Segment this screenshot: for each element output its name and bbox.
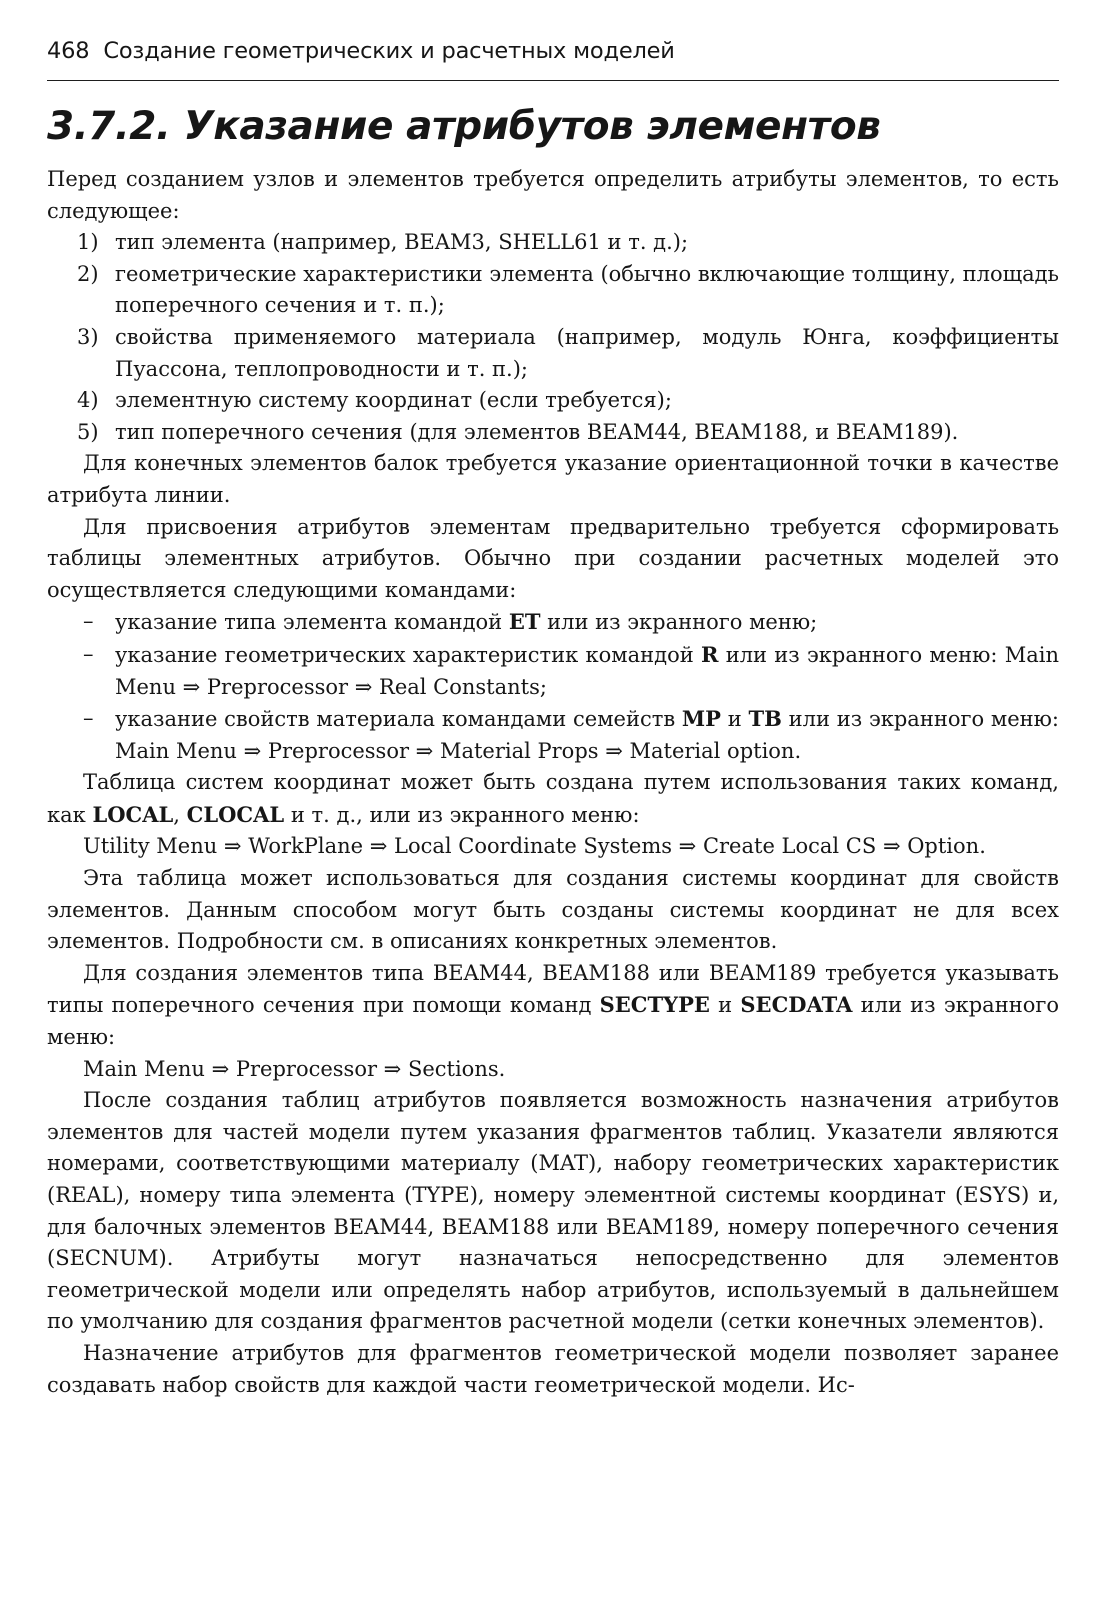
command-name: CLOCAL bbox=[186, 801, 285, 827]
list-marker: 3) bbox=[77, 324, 99, 349]
list-marker: 4) bbox=[77, 388, 99, 413]
sections-menu-path: Main Menu ⇒ Preprocessor ⇒ Sections. bbox=[83, 1056, 506, 1081]
command-name: SECTYPE bbox=[599, 992, 710, 1018]
list-marker: 5) bbox=[77, 419, 99, 444]
list-marker: – bbox=[83, 641, 94, 666]
list-item-text: элементную систему координат (если требуется); bbox=[115, 388, 672, 413]
paragraph-text: и bbox=[709, 993, 741, 1018]
sections-paragraph bbox=[47, 958, 1059, 1054]
list-item bbox=[47, 606, 1059, 639]
command-name: R bbox=[700, 641, 719, 667]
coord-usage-paragraph: Эта таблица может использоваться для создания системы координат для свойств элементов. Данным способом могут быть созданы системы координат не для всех элементов. Подробности см. в описаниях конкретных элементов. bbox=[47, 866, 1059, 954]
coord-menu-path: Utility Menu ⇒ WorkPlane ⇒ Local Coordinate Systems ⇒ Create Local CS ⇒ Option. bbox=[83, 834, 986, 859]
list-marker: – bbox=[83, 609, 94, 634]
list-item-text: и bbox=[720, 707, 749, 732]
paragraph-text: Для создания элементов типа BEAM44, BEAM188 или BEAM189 требуется указывать типы поперечного сечения при помощи команд bbox=[47, 960, 1059, 1018]
list-item bbox=[47, 703, 1059, 767]
command-name: SECDATA bbox=[740, 992, 853, 1018]
command-name: MP bbox=[681, 706, 721, 732]
body-text bbox=[47, 164, 1059, 1401]
running-title: Создание геометрических и расчетных моделей bbox=[103, 38, 675, 64]
intro-paragraph: Перед созданием узлов и элементов требуется определить атрибуты элементов, то есть следующее: bbox=[47, 167, 1059, 223]
list-item-text: указание типа элемента командой bbox=[115, 610, 509, 635]
paragraph-text: и т. д., или из экранного меню: bbox=[284, 802, 640, 827]
paragraph-text: , bbox=[173, 802, 187, 827]
command-name: ET bbox=[508, 609, 541, 635]
running-head bbox=[47, 38, 675, 64]
list-item-text: тип поперечного сечения (для элементов BEAM44, BEAM188, и BEAM189). bbox=[115, 419, 959, 444]
list-item bbox=[47, 227, 1059, 259]
section-title: 3.7.2. Указание атрибутов элементов bbox=[47, 104, 881, 149]
list-item bbox=[47, 385, 1059, 417]
command-name: LOCAL bbox=[92, 801, 174, 827]
list-item bbox=[47, 639, 1059, 703]
list-item-text: тип элемента (например, BEAM3, SHELL61 и т. д.); bbox=[115, 230, 689, 255]
beam-orientation-paragraph: Для конечных элементов балок требуется указание ориентационной точки в качестве атрибута линии. bbox=[47, 451, 1059, 507]
numbered-list bbox=[47, 227, 1059, 448]
list-item-text: или из экранного меню: Main Menu ⇒ Preprocessor ⇒ Real Constants; bbox=[115, 642, 1060, 699]
page-number: 468 bbox=[47, 38, 90, 64]
list-item-text: или из экранного меню: Main Menu ⇒ Preprocessor ⇒ Material Props ⇒ Material option. bbox=[115, 707, 1059, 763]
list-marker: 2) bbox=[77, 261, 99, 286]
list-item bbox=[47, 417, 1059, 449]
list-item bbox=[47, 322, 1059, 385]
list-item-text: указание геометрических характеристик командой bbox=[115, 642, 701, 667]
list-item-text: геометрические характеристики элемента (обычно включающие толщину, площадь поперечного сечения и т. п.); bbox=[115, 261, 1059, 318]
after-tables-paragraph: После создания таблиц атрибутов появляется возможность назначения атрибутов элементов для частей модели путем указания фрагментов таблиц. Указатели являются номерами, соответствующими материалу (MAT), набору геометрических характеристик (REAL), номеру типа элемента (TYPE), номеру элементной системы координат (ESYS) и, для балочных элементов BEAM44, BEAM188 или BEAM189, номеру поперечного сечения (SECNUM). Атрибуты могут назначаться непосредственно для элементов геометрической модели или определять набор атрибутов, используемый в дальнейшем по умолчанию для создания фрагментов расчетной модели (сетки конечных элементов). bbox=[47, 1088, 1059, 1334]
assign-tables-paragraph: Для присвоения атрибутов элементам предварительно требуется сформировать таблицы элементных атрибутов. Обычно при создании расчетных моделей это осуществляется следующими командами: bbox=[47, 514, 1059, 602]
paragraph-text: или из экранного меню: bbox=[47, 993, 1059, 1050]
list-item-text: указание свойств материала командами семейств bbox=[115, 707, 682, 732]
command-name: TB bbox=[748, 706, 782, 732]
paragraph-text: Таблица систем координат может быть создана путем использования таких команд, как bbox=[47, 770, 1059, 827]
list-item-text: свойства применяемого материала (например, модуль Юнга, коэффициенты Пуассона, теплопроводности и т. п.); bbox=[115, 324, 1059, 381]
coord-table-paragraph bbox=[47, 767, 1059, 831]
assignment-paragraph: Назначение атрибутов для фрагментов геометрической модели позволяет заранее создавать набор свойств для каждой части геометрической модели. Ис- bbox=[47, 1340, 1059, 1397]
header-rule bbox=[47, 80, 1059, 81]
list-marker: 1) bbox=[77, 230, 99, 255]
list-item bbox=[47, 259, 1059, 322]
list-marker: – bbox=[83, 706, 94, 731]
list-item-text: или из экранного меню; bbox=[540, 610, 818, 635]
dash-list bbox=[47, 606, 1059, 767]
